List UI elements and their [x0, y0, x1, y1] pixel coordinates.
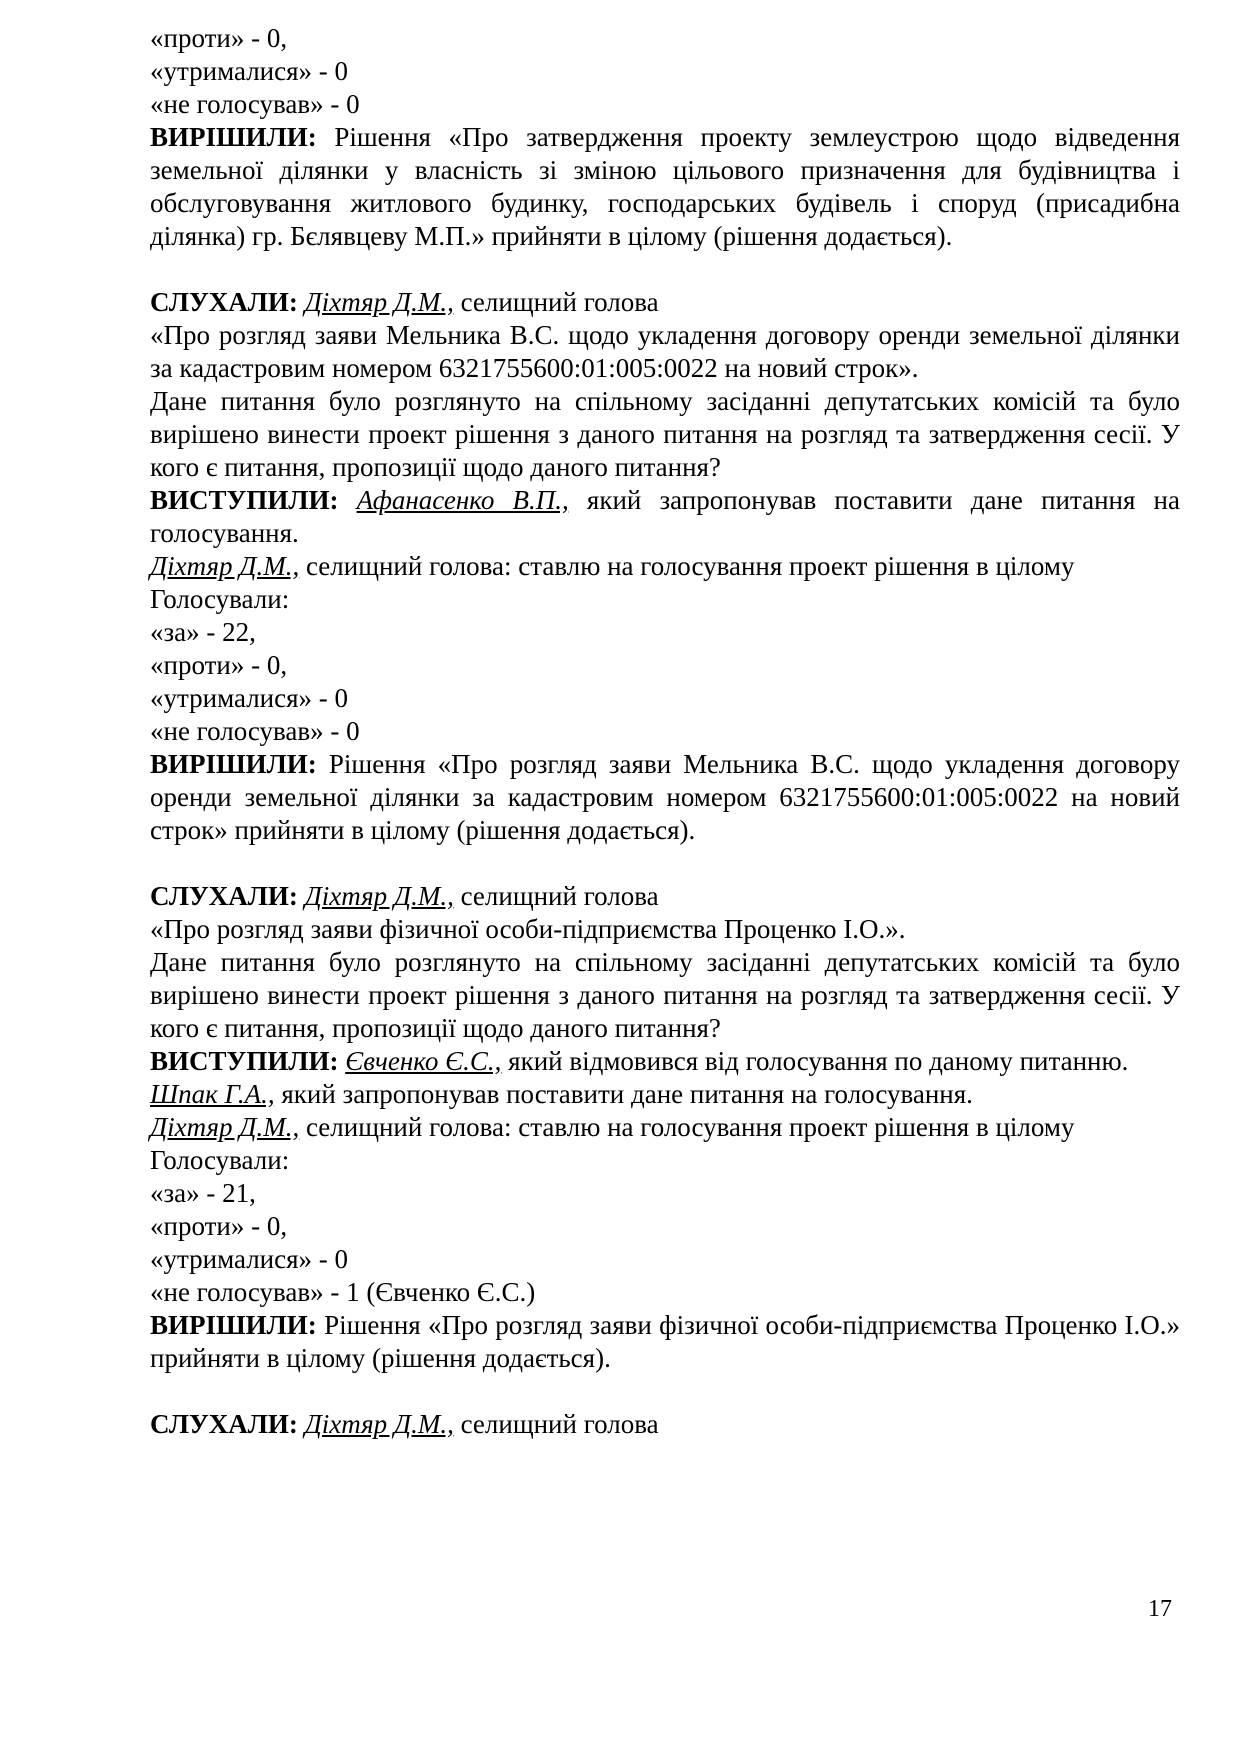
vote-for: «за» - 22,	[150, 617, 256, 647]
speaker-name: Євченко Є.С.,	[345, 1046, 502, 1076]
heard-label: СЛУХАЛИ:	[150, 287, 298, 317]
speaker-role: селищний голова	[460, 1409, 659, 1439]
speaker-role: селищний голова	[460, 881, 659, 911]
speaker-name: Діхтяр Д.М.,	[150, 551, 300, 581]
decided-label: ВИРІШИЛИ:	[150, 749, 317, 779]
heard-label: СЛУХАЛИ:	[150, 881, 298, 911]
vote-not-voted: «не голосував» - 0	[150, 716, 360, 746]
vote-not-voted: «не голосував» - 0	[150, 89, 360, 119]
speaker-name: Діхтяр Д.М.,	[304, 287, 454, 317]
page-number: 17	[1148, 1596, 1172, 1622]
document-page	[150, 22, 1180, 1441]
vote-against: «проти» - 0,	[150, 1211, 288, 1241]
speaker-role: селищний голова	[460, 287, 659, 317]
agenda-topic: «Про розгляд заяви фізичної особи-підприємства Проценко І.О.».	[150, 914, 906, 944]
spoke-text: який запропонував поставити дане питання на голосування.	[150, 485, 1180, 548]
heard-line	[150, 880, 1180, 913]
heard-line	[150, 1408, 1180, 1441]
heard-line	[150, 286, 1180, 319]
voted-label: Голосували:	[150, 1145, 290, 1175]
speaker-name: Шпак Г.А.,	[150, 1079, 275, 1109]
vote-not-voted: «не голосував» - 1 (Євченко Є.С.)	[150, 1277, 536, 1307]
decided-label: ВИРІШИЛИ:	[150, 1310, 317, 1340]
chair-line	[150, 1111, 1180, 1144]
heard-label: СЛУХАЛИ:	[150, 1409, 298, 1439]
decision-text: Рішення «Про розгляд заяви фізичної особи-підприємства Проценко І.О.» прийняти в цілому (рішення додається).	[150, 1310, 1180, 1373]
chair-line	[150, 550, 1180, 583]
vote-abstain: «утрималися» - 0	[150, 1244, 349, 1274]
speaker-name: Діхтяр Д.М.,	[304, 881, 454, 911]
spoke-paragraph	[150, 1045, 1180, 1078]
vote-against: «проти» - 0,	[150, 650, 288, 680]
decision-text: Рішення «Про розгляд заяви Мельника В.С. щодо укладення договору оренди земельної ділянки за кадастровим номером 6321755600:01:005:0022 на новий строк» прийняти в цілому (рішення додається).	[150, 749, 1180, 845]
decision-paragraph	[150, 121, 1180, 253]
voted-label: Голосували:	[150, 584, 290, 614]
vote-abstain: «утрималися» - 0	[150, 56, 349, 86]
spoke-label: ВИСТУПИЛИ:	[150, 485, 339, 515]
chair-text: селищний голова: ставлю на голосування проект рішення в цілому	[305, 551, 1075, 581]
decision-paragraph	[150, 748, 1180, 847]
speaker-name: Діхтяр Д.М.,	[304, 1409, 454, 1439]
vote-abstain: «утрималися» - 0	[150, 683, 349, 713]
decision-paragraph	[150, 1309, 1180, 1375]
chair-text: селищний голова: ставлю на голосування проект рішення в цілому	[305, 1112, 1075, 1142]
vote-for: «за» - 21,	[150, 1178, 256, 1208]
vote-against: «проти» - 0,	[150, 23, 288, 53]
spoke-text: який відмовився від голосування по даному питанню.	[508, 1046, 1129, 1076]
decided-label: ВИРІШИЛИ:	[150, 122, 317, 152]
intro-paragraph: Дане питання було розглянуто на спільному засіданні депутатських комісій та було вирішено винести проект рішення з даного питання на розгляд та затвердження сесії. У кого є питання, пропозиції щодо даного питання?	[150, 947, 1180, 1043]
intro-paragraph: Дане питання було розглянуто на спільному засіданні депутатських комісій та було вирішено винести проект рішення з даного питання на розгляд та затвердження сесії. У кого є питання, пропозиції щодо даного питання?	[150, 386, 1180, 482]
spoke-paragraph	[150, 484, 1180, 550]
speaker-name: Діхтяр Д.М.,	[150, 1112, 300, 1142]
spoke-text: який запропонував поставити дане питання на голосування.	[281, 1079, 973, 1109]
decision-text: Рішення «Про затвердження проекту землеустрою щодо відведення земельної ділянки у власність зі зміною цільового призначення для будівництва і обслуговування житлового будинку, господарських будівель і споруд (присадибна ділянка) гр. Бєлявцеву М.П.» прийняти в цілому (рішення додається).	[150, 122, 1180, 251]
speaker-name: Афанасенко В.П.,	[356, 485, 569, 515]
spoke-line-2	[150, 1078, 1180, 1111]
spoke-label: ВИСТУПИЛИ:	[150, 1046, 339, 1076]
agenda-topic: «Про розгляд заяви Мельника В.С. щодо укладення договору оренди земельної ділянки за кадастровим номером 6321755600:01:005:0022 на новий строк».	[150, 320, 1180, 383]
